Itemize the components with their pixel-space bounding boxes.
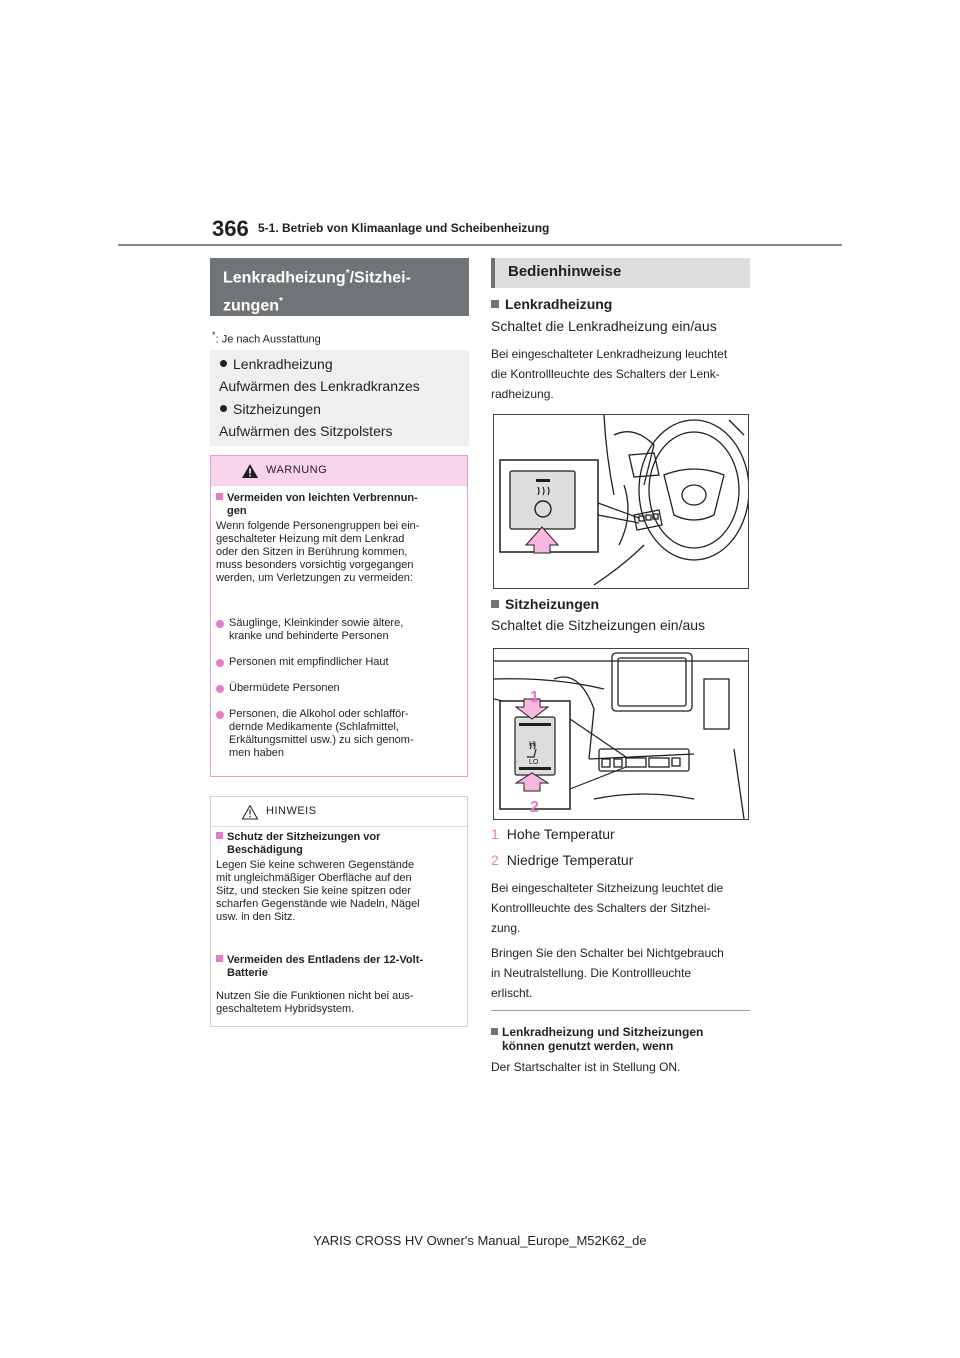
section-title-part1: Lenkradheizung <box>223 269 346 287</box>
note-box <box>210 796 468 1027</box>
warning-item-1: Säuglinge, Kleinkinder sowie ältere, kranke und behinderte Personen <box>229 617 404 642</box>
square-bullet-icon <box>491 1028 498 1035</box>
footnote: *: Je nach Ausstattung <box>212 330 321 346</box>
bullet-icon <box>220 405 227 412</box>
pink-bullet-icon <box>216 711 224 719</box>
square-bullet-icon <box>216 955 223 962</box>
callout-1: 1 <box>530 689 539 706</box>
warning-item-4: Personen, die Alkohol oder schlafför- dernde Medikamente (Schlafmittel, Erkältungsmittel usw.) zu sich genom- men haben <box>229 708 414 759</box>
feature-1-name: Lenkradheizung <box>220 356 333 372</box>
warning-intro: Wenn folgende Personengruppen bei ein- geschalteter Heizung mit dem Lenkrad oder den Sitzen in Berührung kommen, muss besonders vorsichtig vorgegangen werden, um Verletzungen zu vermeiden: <box>216 520 420 584</box>
square-bullet-icon <box>216 832 223 839</box>
pink-bullet-icon <box>216 685 224 693</box>
seat-heading: Sitzheizungen <box>491 596 599 612</box>
section-title-part3: zungen <box>223 297 279 315</box>
feature-2-name: Sitzheizungen <box>220 401 321 417</box>
seat-text-2: Bringen Sie den Schalter bei Nichtgebrauch in Neutralstellung. Die Kontrollleuchte erlischt. <box>491 946 724 1000</box>
usage-text: Der Startschalter ist in Stellung ON. <box>491 1060 681 1074</box>
note-text-2: Nutzen Sie die Funktionen nicht bei aus- geschaltetem Hybridsystem. <box>216 990 414 1015</box>
steering-action: Schaltet die Lenkradheizung ein/aus <box>491 318 717 334</box>
warning-item-2: Personen mit empfindlicher Haut <box>229 656 389 668</box>
warning-box <box>210 455 468 777</box>
warning-triangle-icon <box>241 463 259 479</box>
warning-title: WARNUNG <box>266 464 328 476</box>
note-subhead-2: Vermeiden des Entladens der 12-Volt- Batterie <box>216 954 423 980</box>
note-text-1: Legen Sie keine schweren Gegenstände mit ungleichmäßiger Oberfläche auf den Sitz, und stecken Sie keine spitzen oder scharfen Gegenstände wie Nadeln, Nägel usw. in den Sitz. <box>216 859 420 923</box>
warning-subhead: Vermeiden von leichten Verbrennun- gen <box>216 492 418 518</box>
warning-header <box>211 456 467 486</box>
feature-1-desc: Aufwärmen des Lenkradkranzes <box>219 378 420 394</box>
steering-heading: Lenkradheizung <box>491 296 612 312</box>
warning-item-3: Übermüdete Personen <box>229 682 340 694</box>
seat-action: Schaltet die Sitzheizungen ein/aus <box>491 617 706 633</box>
section-title-right: Bedienhinweise <box>491 258 750 288</box>
note-header <box>211 797 467 827</box>
callout-2: 2 <box>530 799 539 816</box>
seat-heater-figure <box>493 648 749 820</box>
note-subhead-1: Schutz der Sitzheizungen vor Beschädigung <box>216 831 380 857</box>
bullet-icon <box>220 360 227 367</box>
caution-triangle-icon <box>241 804 259 820</box>
note-title: HINWEIS <box>266 805 317 817</box>
switch-lo-label: LO <box>529 759 539 766</box>
sup-2: * <box>279 296 283 308</box>
chapter-title: 5-1. Betrieb von Klimaanlage und Scheibenheizung <box>258 221 550 235</box>
square-bullet-icon <box>216 493 223 500</box>
usage-heading: Lenkradheizung und Sitzheizungen können genutzt werden, wenn <box>491 1025 703 1053</box>
section-title-part2: /Sitzhei- <box>349 269 411 287</box>
square-bullet-icon <box>491 300 499 308</box>
legend-item-1: 1 Hohe Temperatur <box>491 826 615 842</box>
features-box <box>210 350 469 446</box>
seat-text-1: Bei eingeschalteter Sitzheizung leuchtet die Kontrollleuchte des Schalters der Sitzhei- zung. <box>491 881 724 935</box>
pink-bullet-icon <box>216 620 224 628</box>
page-number: 366 <box>212 216 249 241</box>
feature-2-desc: Aufwärmen des Sitzpolsters <box>219 423 393 439</box>
square-bullet-icon <box>491 600 499 608</box>
steering-text: Bei eingeschalteter Lenkradheizung leuchtet die Kontrollleuchte des Schalters der Lenk- radheizung. <box>491 347 728 401</box>
steering-heater-figure <box>493 414 749 589</box>
steering-dashboard-illustration <box>494 415 748 588</box>
switch-hi-label: HI <box>529 741 536 748</box>
header-rule <box>118 244 842 246</box>
pink-bullet-icon <box>216 659 224 667</box>
seat-dashboard-illustration <box>494 649 748 819</box>
sup-1: * <box>345 268 350 279</box>
divider <box>491 1010 750 1011</box>
section-title-left <box>210 258 469 316</box>
footer: YARIS CROSS HV Owner's Manual_Europe_M52K62_de <box>313 1233 647 1248</box>
legend-item-2: 2 Niedrige Temperatur <box>491 852 634 868</box>
